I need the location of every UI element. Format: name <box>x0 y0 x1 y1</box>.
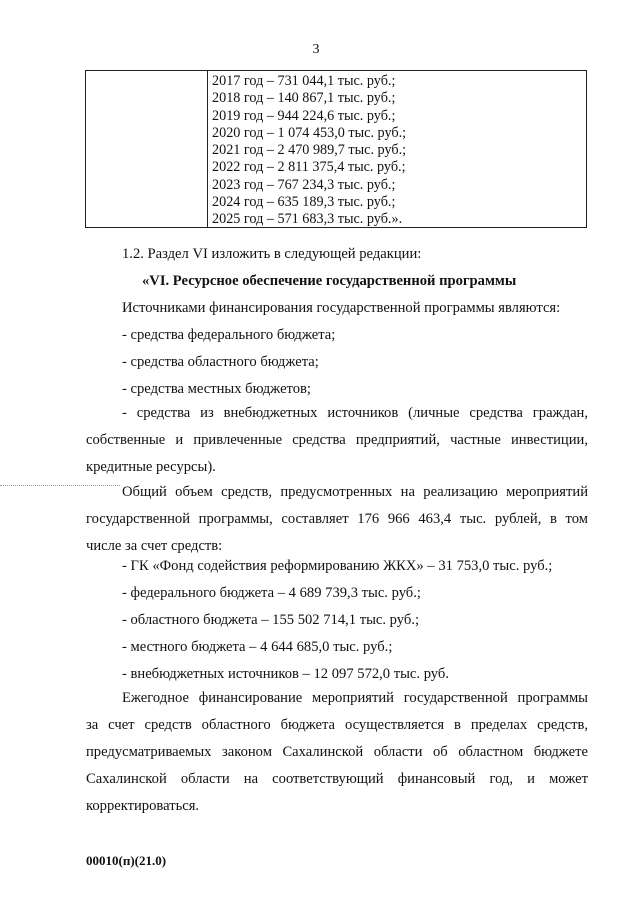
list-item: - средства местных бюджетов; <box>122 381 311 397</box>
sources-intro: Источниками финансирования государственной программы являются: <box>122 300 561 316</box>
extrabudget-paragraph: - средства из внебюджетных источников (личные средства граждан, собственные и привлеченные средства предприятий, частные инвестиции, кредитные ресурсы). <box>86 405 588 475</box>
list-item: - средства областного бюджета; <box>122 354 319 370</box>
total-paragraph: Общий объем средств, предусмотренных на реализацию мероприятий государственной программы, составляет 176 966 463,4 тыс. рублей, в том числе за счет средств: <box>86 484 588 554</box>
page-number: 3 <box>312 42 320 57</box>
sources-block <box>86 295 588 403</box>
table-row: 2019 год – 944 224,6 тыс. руб.; <box>212 107 396 124</box>
annual-paragraph: Ежегодное финансирование мероприятий государственной программы за счет средств областного бюджета осуществляется в пределах средств, предусматриваемых законом Сахалинской области об областном бюджете Сахалинской области на соответствующий финансовый год, и может корректироваться. <box>86 690 588 814</box>
list-item: - федерального бюджета – 4 689 739,3 тыс. руб.; <box>122 585 421 601</box>
list-item: - ГК «Фонд содействия реформированию ЖКХ» – 31 753,0 тыс. руб.; <box>122 558 553 574</box>
section-heading: «VI. Ресурсное обеспечение государственной программы <box>142 273 517 289</box>
list-item: - средства федерального бюджета; <box>122 327 336 343</box>
table-row: 2021 год – 2 470 989,7 тыс. руб.; <box>212 142 407 159</box>
list-item: - областного бюджета – 155 502 714,1 тыс. руб.; <box>122 612 420 628</box>
table-row: 2017 год – 731 044,1 тыс. руб.; <box>212 73 396 89</box>
table-row: 2020 год – 1 074 453,0 тыс. руб.; <box>212 124 407 141</box>
table-left-cell <box>86 71 208 227</box>
table-row: 2018 год – 140 867,1 тыс. руб.; <box>212 90 396 107</box>
funding-by-year-table <box>85 70 587 228</box>
funding-list <box>86 553 588 688</box>
amendment-item: 1.2. Раздел VI изложить в следующей редакции: <box>122 246 422 262</box>
table-row: 2024 год – 635 189,3 тыс. руб.; <box>212 194 396 211</box>
list-item: - внебюджетных источников – 12 097 572,0 тыс. руб. <box>122 666 449 682</box>
list-item: - местного бюджета – 4 644 685,0 тыс. руб.; <box>122 639 393 655</box>
table-row: 2023 год – 767 234,3 тыс. руб.; <box>212 176 396 193</box>
table-right-cell <box>208 71 586 227</box>
document-code: 00010(п)(21.0) <box>86 853 167 868</box>
table-row: 2022 год – 2 811 375,4 тыс. руб.; <box>212 159 406 176</box>
table-row: 2025 год – 571 683,3 тыс. руб.». <box>212 211 403 228</box>
